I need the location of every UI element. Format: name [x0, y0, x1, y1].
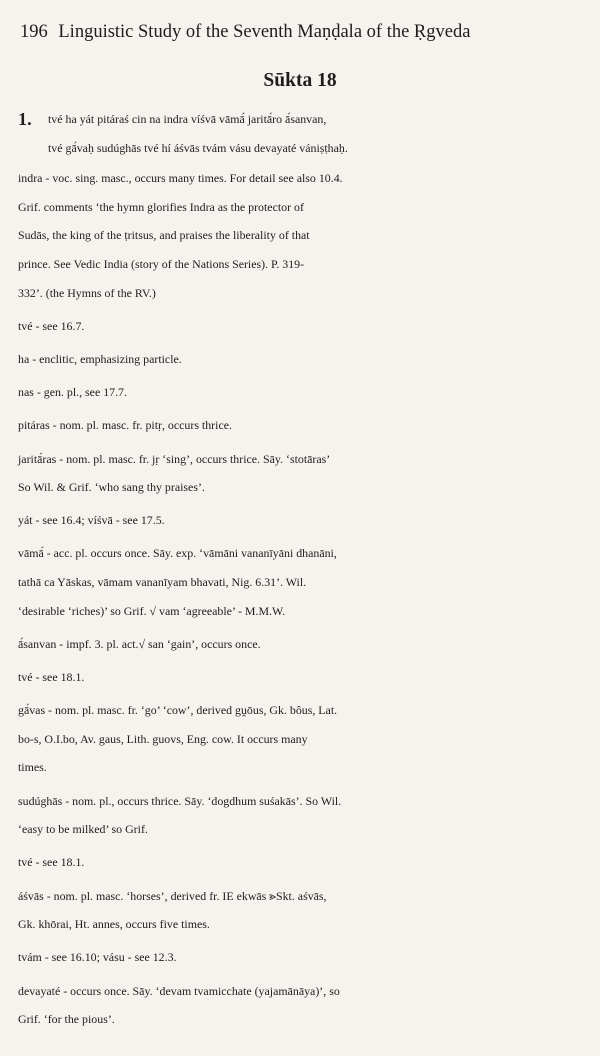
gloss-line: 332’. (the Hymns of the RV.): [18, 285, 156, 300]
page-number: 196: [20, 22, 48, 42]
gloss-line: yát - see 16.4; víśvā - see 17.5.: [18, 513, 165, 528]
gloss-line: times.: [18, 760, 47, 775]
gloss-line: tvám - see 16.10; vásu - see 12.3.: [18, 950, 177, 965]
gloss-line: tvé - see 18.1.: [18, 670, 85, 685]
gloss-entry: [18, 977, 584, 1034]
gloss-entry: [18, 787, 584, 844]
gloss-line: ‘easy to be milked’ so Grif.: [18, 822, 148, 837]
gloss-line: ā́sanvan - impf. 3. pl. act.√ san ‘gain’, occurs once.: [18, 636, 261, 651]
gloss-line: prince. See Vedic India (story of the Nations Series). P. 319-: [18, 256, 305, 271]
gloss-entry: [18, 345, 584, 374]
gloss-line: devayaté - occurs once. Sāy. ‘devam tvamicchate (yajamānāya)’, so: [18, 983, 340, 998]
gloss-entry: [18, 312, 584, 341]
gloss-entry: [18, 696, 584, 782]
gloss-entry: [18, 539, 584, 625]
gloss-line: pitáras - nom. pl. masc. fr. pitṛ, occurs thrice.: [18, 418, 232, 433]
running-header: [20, 22, 470, 43]
gloss-entry: [18, 378, 584, 407]
gloss-line: ‘desirable ‘riches)’ so Grif. √ vam ‘agreeable’ - M.M.W.: [18, 603, 286, 618]
gloss-line: vāmā́ - acc. pl. occurs once. Sāy. exp. ‘vāmāni vananīyāni dhanāni,: [18, 546, 337, 561]
commentary-body: [18, 105, 584, 1038]
gloss-entry: [18, 848, 584, 877]
gloss-entry: [18, 663, 584, 692]
gloss-line: áśvās - nom. pl. masc. ‘horses’, derived fr. IE ekwās ⪢Skt. aśvās,: [18, 888, 327, 903]
gloss-entry: [18, 164, 584, 307]
gloss-line: Sudās, the king of the ṭritsus, and praises the liberality of that: [18, 228, 310, 243]
gloss-line: tvé - see 16.7.: [18, 318, 85, 333]
gloss-line: Grif. ‘for the pious’.: [18, 1012, 115, 1027]
gloss-line: So Wil. & Grif. ‘who sang thy praises’.: [18, 480, 205, 495]
gloss-line: tathā ca Yāskas, vāmam vananīyam bhavati, Nig. 6.31’. Wil.: [18, 575, 307, 590]
running-title: Linguistic Study of the Seventh Maṇḍala of the Ṛgveda: [58, 22, 471, 42]
verse-number: 1.: [18, 109, 32, 129]
gloss-line: sudúghās - nom. pl., occurs thrice. Sāy. ‘dogdhum suśakās’. So Wil.: [18, 793, 342, 808]
gloss-line: Gk. khōrai, Ht. annes, occurs five times.: [18, 917, 210, 932]
gloss-line: nas - gen. pl., see 17.7.: [18, 385, 127, 400]
gloss-entry: [18, 630, 584, 659]
gloss-line: tvé - see 18.1.: [18, 855, 85, 870]
gloss-line: bo-s, O.I.bo, Av. gaus, Lith. guovs, Eng. cow. It occurs many: [18, 731, 308, 746]
gloss-entry: [18, 882, 584, 939]
gloss-line: Grif. comments ‘the hymn glorifies Indra as the protector of: [18, 199, 304, 214]
verse-line: tvé gā́vaḥ sudúghās tvé hí áśvās tvám vásu devayaté vániṣṭhaḥ.: [48, 140, 348, 155]
section-title: Sūkta 18: [263, 70, 337, 91]
gloss-line: gā́vas - nom. pl. masc. fr. ‘go’ ‘cow’, derived gṷōus, Gk. bôus, Lat.: [18, 703, 338, 718]
gloss-entry: [18, 411, 584, 440]
gloss-entry: [18, 943, 584, 972]
gloss-entry: [18, 506, 584, 535]
gloss-line: jaritā́ras - nom. pl. masc. fr. jṛ ‘sing’, occurs thrice. Sāy. ‘stotāras’: [18, 451, 331, 466]
gloss-line: ha - enclitic, emphasizing particle.: [18, 351, 182, 366]
gloss-entry: [18, 445, 584, 502]
verse-block: [18, 105, 584, 162]
gloss-line: indra - voc. sing. masc., occurs many times. For detail see also 10.4.: [18, 171, 343, 186]
verse-line: tvé ha yát pitáraś cin na indra víśvā vāmā́ jaritā́ro ā́sanvan,: [48, 112, 327, 126]
word-entries: [18, 164, 584, 1034]
